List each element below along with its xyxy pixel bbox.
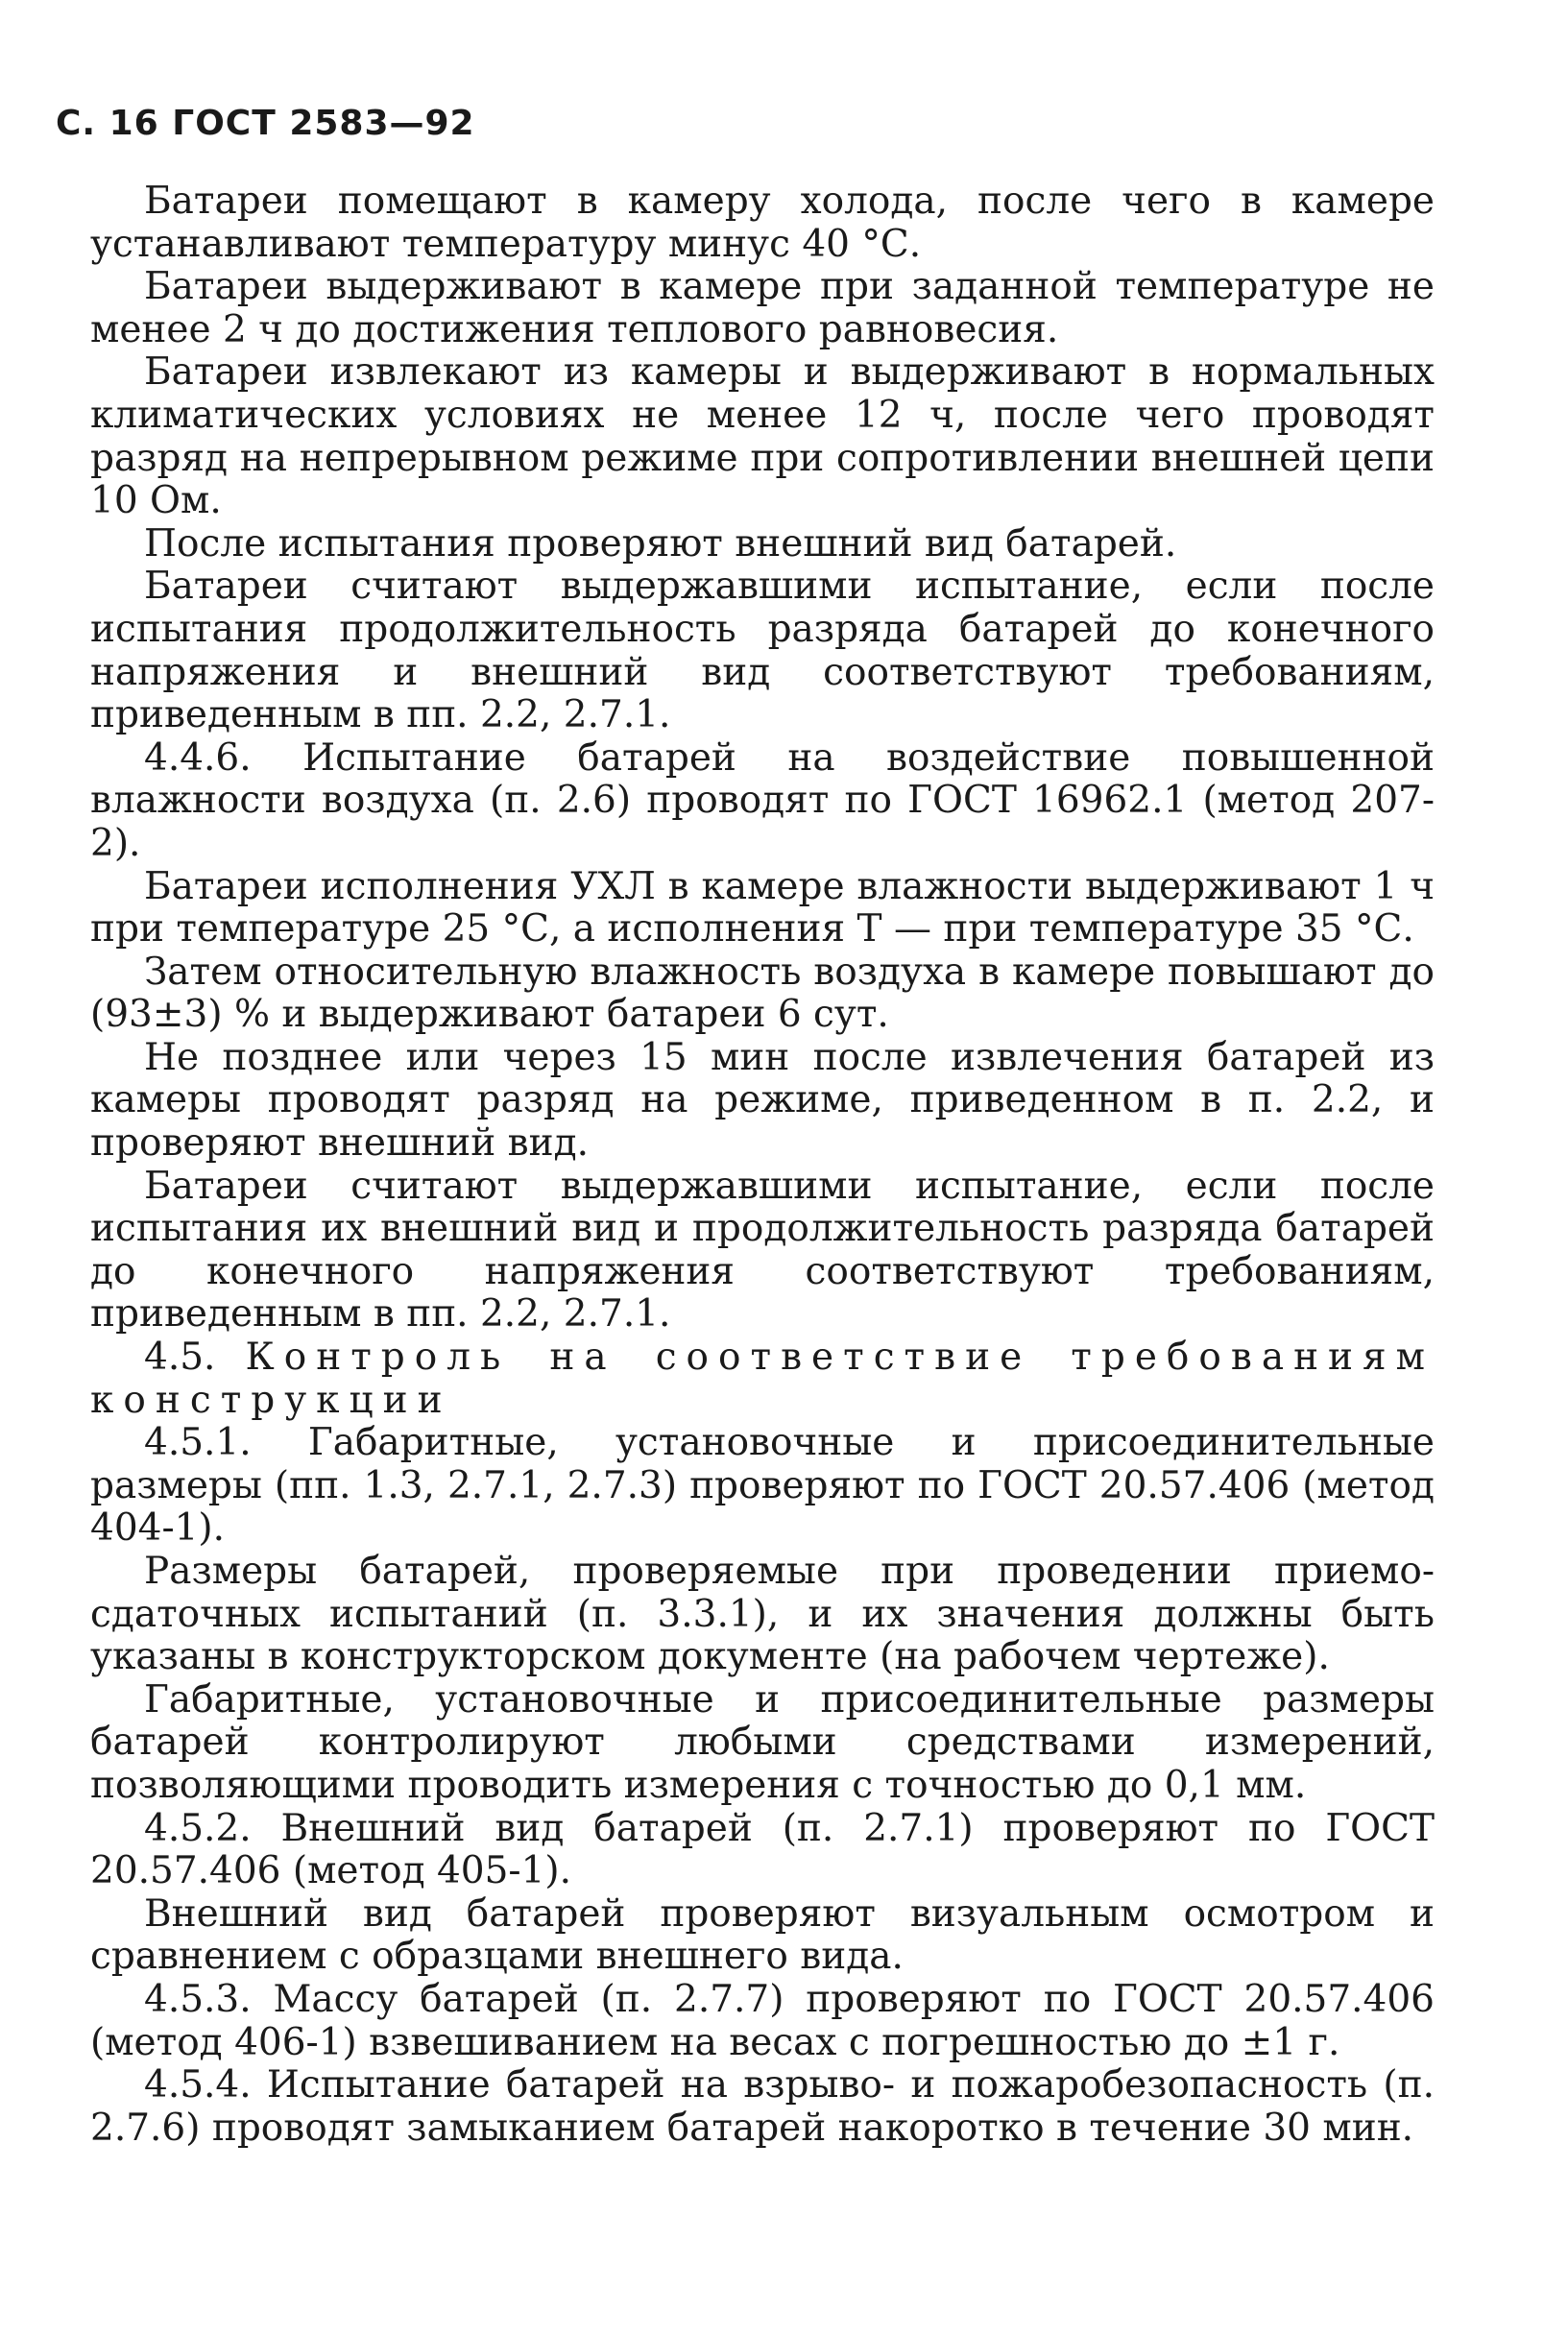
paragraph: Батареи считают выдержавшими испытание, если после испытания их внешний вид и продолжительность разряда батарей до конечного напряжения соответствуют требованиям, приведенным в пп. 2.2, 2.7.1. bbox=[90, 1164, 1435, 1337]
paragraph: Внешний вид батарей проверяют визуальным осмотром и сравнением с образцами внешнего вида. bbox=[90, 1891, 1435, 1979]
paragraph: Батареи исполнения УХЛ в камере влажности выдерживают 1 ч при температуре 25 °С, а исполнения Т — при температуре 35 °С. bbox=[90, 864, 1435, 951]
paragraph: 4.5.1. Габаритные, установочные и присоединительные размеры (пп. 1.3, 2.7.1, 2.7.3) проверяют по ГОСТ 20.57.406 (метод 404-1). bbox=[90, 1421, 1435, 1551]
paragraph: 4.5.3. Массу батарей (п. 2.7.7) проверяют по ГОСТ 20.57.406 (метод 406-1) взвешиванием на весах с погрешностью до ±1 г. bbox=[90, 1977, 1435, 2064]
paragraph: Габаритные, установочные и присоединительные размеры батарей контролируют любыми средствами измерений, позволяющими проводить измерения с точностью до 0,1 мм. bbox=[90, 1677, 1435, 1807]
paragraph: Батареи считают выдержавшими испытание, если после испытания продолжительность разряда батарей до конечного напряжения и внешний вид соответствуют требованиям, приведенным в пп. 2.2, 2.7.1. bbox=[90, 565, 1435, 737]
paragraph: Не позднее или через 15 мин после извлечения батарей из камеры проводят разряд на режиме, приведенном в п. 2.2, и проверяют внешний вид. bbox=[90, 1035, 1435, 1166]
paragraph: 4.5.2. Внешний вид батарей (п. 2.7.1) проверяют по ГОСТ 20.57.406 (метод 405-1). bbox=[90, 1806, 1435, 1893]
paragraph: 4.5.4. Испытание батарей на взрыво- и пожаробезопасность (п. 2.7.6) проводят замыканием батарей накоротко в течение 30 мин. bbox=[90, 2063, 1435, 2150]
paragraph: Батареи помещают в камеру холода, после чего в камере устанавливают температуру минус 40 °С. bbox=[90, 180, 1435, 266]
section-heading bbox=[90, 1337, 1435, 1422]
document-body bbox=[90, 181, 1435, 2150]
page-header: С. 16 ГОСТ 2583—92 bbox=[56, 104, 475, 143]
section-number: 4.5. bbox=[144, 1336, 216, 1380]
paragraph: После испытания проверяют внешний вид батарей. bbox=[144, 521, 1177, 566]
paragraph: 4.4.6. Испытание батарей на воздействие повышенной влажности воздуха (п. 2.6) проводят по ГОСТ 16962.1 (метод 207-2). bbox=[90, 735, 1435, 865]
paragraph: Размеры батарей, проверяемые при проведении приемо-сдаточных испытаний (п. 3.3.1), и их значения должны быть указаны в конструкторском документе (на рабочем чертеже). bbox=[90, 1550, 1435, 1679]
paragraph: Батареи извлекают из камеры и выдерживают в нормальных климатических условиях не менее 12 ч, после чего проводят разряд на непрерывном режиме при сопротивлении внешней цепи 10 Ом. bbox=[90, 350, 1435, 523]
paragraph: Затем относительную влажность воздуха в камере повышают до (93±3) % и выдерживают батареи 6 сут. bbox=[90, 950, 1435, 1037]
paragraph: Батареи выдерживают в камере при заданной температуре не менее 2 ч до достижения теплового равновесия. bbox=[90, 265, 1435, 351]
section-title: Контроль на соответствие требованиям конструкции bbox=[90, 1336, 1435, 1422]
